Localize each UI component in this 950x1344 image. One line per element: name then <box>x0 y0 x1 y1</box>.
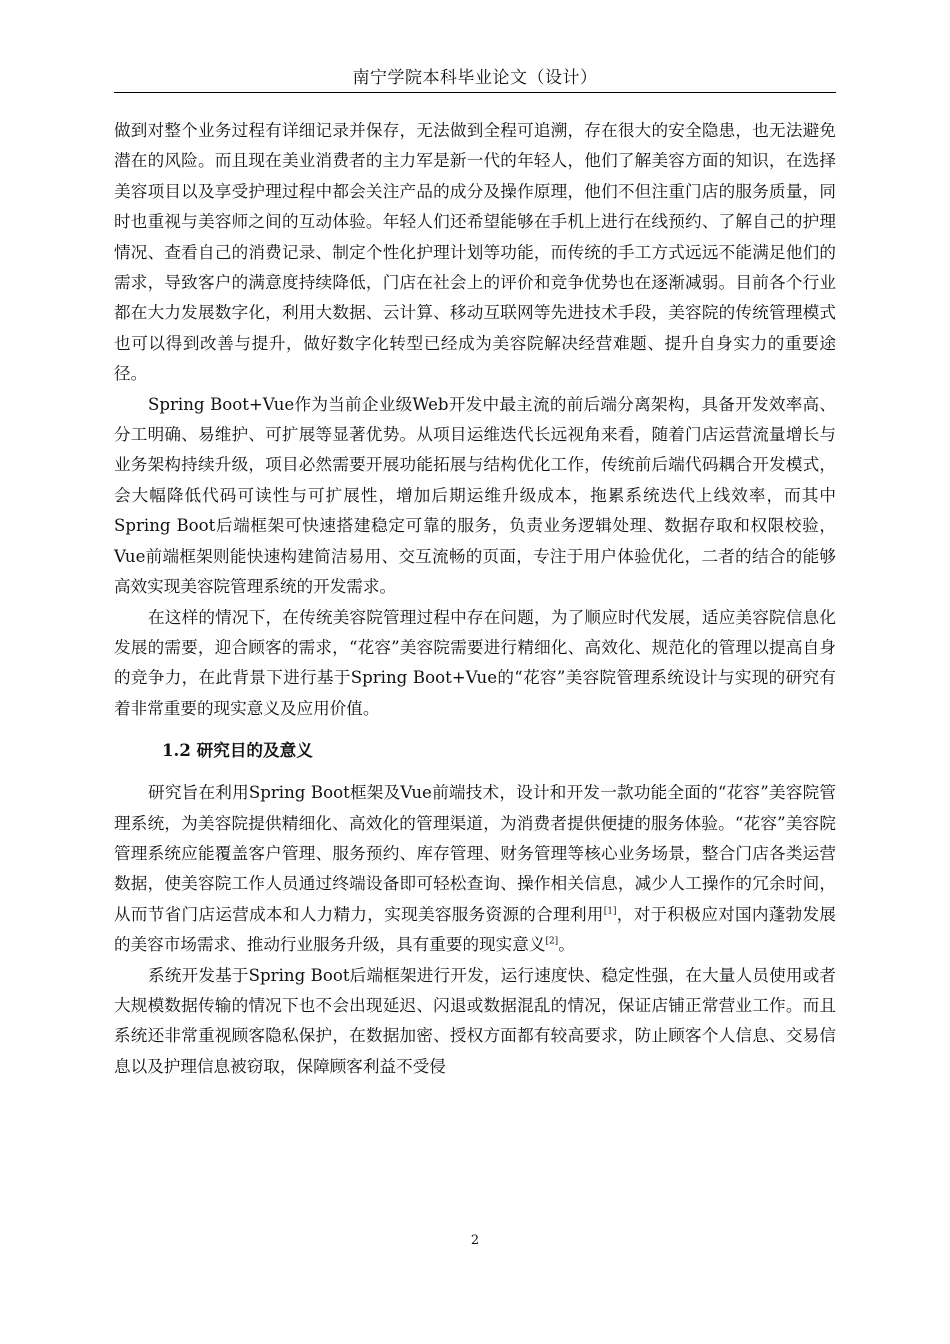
paragraph-5: 系统开发基于Spring Boot后端框架进行开发，运行速度快、稳定性强，在大量人员使用或者大规模数据传输的情况下也不会出现延迟、闪退或数据混乱的情况，保证店铺正常营业工作。而且系统还非常重视顾客隐私保护，在数据加密、授权方面都有较高要求，防止顾客个人信息、交易信息以及护理信息被窃取，保障顾客利益不受侵 <box>114 965 836 1076</box>
paragraph-4-text-a: 研究旨在利用Spring Boot框架及Vue前端技术，设计和开发一款功能全面的“花容”美容院管理系统，为美容院提供精细化、高效化的管理渠道，为消费者提供便捷的服务体验。“花容”美容院管理系统应能覆盖客户管理、服务预约、库存管理、财务管理等核心业务场景，整合门店各类运营数据，使美容院工作人员通过终端设备即可轻松查询、操作相关信息，减少人工操作的冗余时间，从而节省门店运营成本和人力精力，实现美容服务资源的合理利用 <box>114 783 836 924</box>
paragraph-1: 做到对整个业务过程有详细记录并保存，无法做到全程可追溯，存在很大的安全隐患，也无法避免潜在的风险。而且现在美业消费者的主力军是新一代的年轻人，他们了解美容方面的知识，在选择美容项目以及享受护理过程中都会关注产品的成分及操作原理，他们不但注重门店的服务质量，同时也重视与美容师之间的互动体验。年轻人们还希望能够在手机上进行在线预约、了解自己的护理情况、查看自己的消费记录、制定个性化护理计划等功能，而传统的手工方式远远不能满足他们的需求，导致客户的满意度持续降低，门店在社会上的评价和竞争优势也在逐渐减弱。目前各个行业都在大力发展数字化，利用大数据、云计算、移动互联网等先进技术手段，美容院的传统管理模式也可以得到改善与提升，做好数字化转型已经成为美容院解决经营难题、提升自身实力的重要途径。 <box>114 121 836 384</box>
paragraph-4 <box>114 778 836 960</box>
citation-1: [1] <box>603 906 617 917</box>
paragraph-2: Spring Boot+Vue作为当前企业级Web开发中最主流的前后端分离架构，具备开发效率高、分工明确、易维护、可扩展等显著优势。从项目运维迭代长远视角来看，随着门店运营流量增长与业务架构持续升级，项目必然需要开展功能拓展与结构优化工作，传统前后端代码耦合开发模式，会大幅降低代码可读性与可扩展性，增加后期运维升级成本，拖累系统迭代上线效率，而其中Spring Boot后端框架可快速搭建稳定可靠的服务，负责业务逻辑处理、数据存取和权限校验，Vue前端框架则能快速构建简洁易用、交互流畅的页面，专注于用户体验优化，二者的结合的能够高效实现美容院管理系统的开发需求。 <box>114 394 836 597</box>
paragraph-4-text-c: 。 <box>558 935 575 955</box>
section-heading: 1.2 研究目的及意义 <box>162 740 313 761</box>
header-rule <box>114 92 836 93</box>
document-body <box>114 116 836 1082</box>
paragraph-3: 在这样的情况下，在传统美容院管理过程中存在问题，为了顺应时代发展，适应美容院信息化发展的需要，迎合顾客的需求，“花容”美容院需要进行精细化、高效化、规范化的管理以提高自身的竞争力，在此背景下进行基于Spring Boot+Vue的“花容”美容院管理系统设计与实现的研究有着非常重要的现实意义及应用价值。 <box>114 607 836 718</box>
page-header-title: 南宁学院本科毕业论文（设计） <box>352 68 598 88</box>
paragraph-4-text-b: ，对于积极应对国内蓬勃发展的美容市场需求、推动行业服务升级，具有重要的现实意义 <box>114 904 836 955</box>
page-number: 2 <box>470 1233 480 1248</box>
citation-2: [2] <box>545 936 559 947</box>
